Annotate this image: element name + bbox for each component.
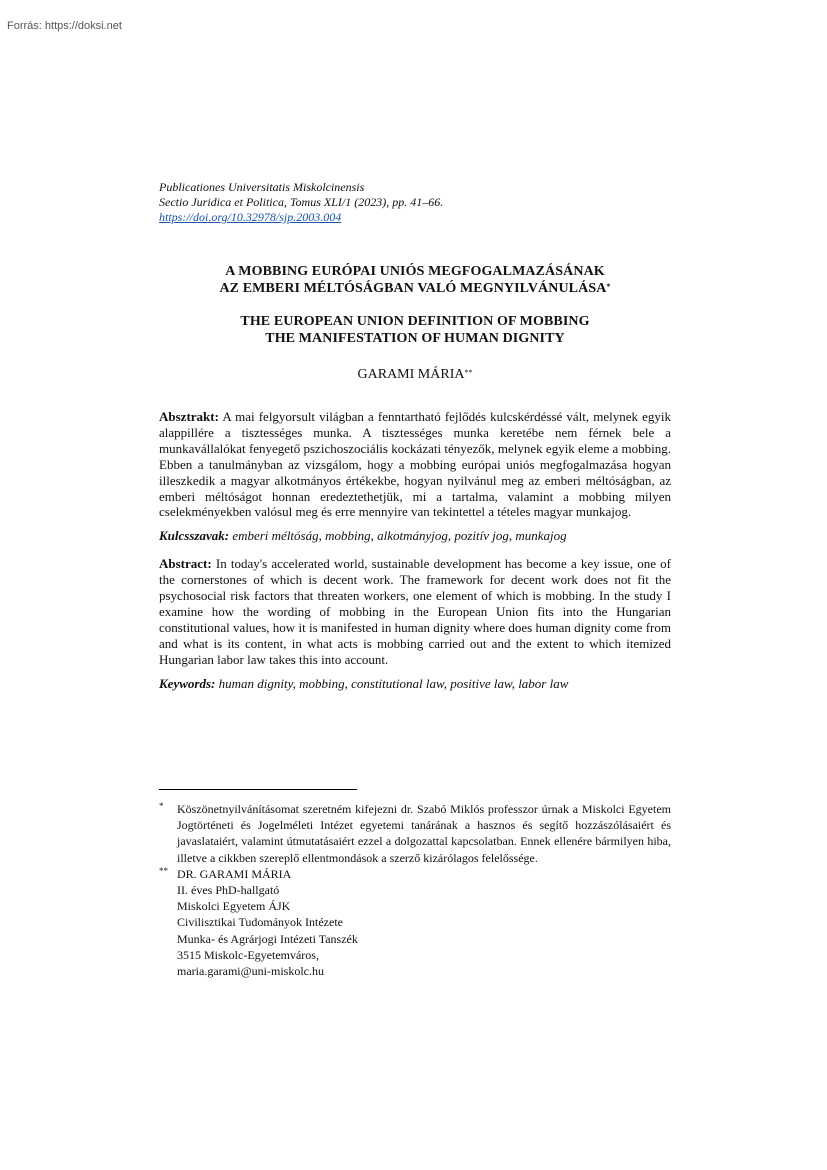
journal-citation — [159, 180, 671, 225]
journal-name: Publicationes Universitatis Miskolcinensis — [159, 180, 365, 194]
footnotes — [159, 801, 671, 979]
footnote1-text: Köszönetnyilvánításomat szeretném kifejezni dr. Szabó Miklós professzor úrnak a Miskolci Egyetem Jogtörténeti és Jogelméleti Intézet egyetemi tanárának a hasznos és segítő hozzászólásaiért és javaslataiért, valamint útmutatásaiért ezzel a dolgozattal kapcsolatban. Ennek ellenére bármilyen hiba, illetve a cikkben szereplő ellentmondások a szerző kizárólagos felelőssége. — [177, 802, 671, 865]
abstract-hu-label: Absztrakt: — [159, 409, 219, 424]
journal-volume: Sectio Juridica et Politica, Tomus XLI/1 (2023), pp. 41–66. — [159, 195, 444, 209]
doi-link[interactable]: https://doi.org/10.32978/sjp.2003.004 — [159, 210, 342, 224]
author-footnote-mark: ** — [464, 368, 473, 377]
footnote2-role: II. éves PhD-hallgató — [177, 883, 280, 898]
footnote2-university: Miskolci Egyetem ÁJK — [177, 899, 291, 914]
title-hu-line2: AZ EMBERI MÉLTÓSÁGBAN VALÓ MEGNYILVÁNULÁSA — [219, 281, 607, 296]
footnote2-mark: ** — [159, 865, 168, 876]
title-english — [159, 313, 671, 347]
author — [159, 366, 671, 383]
title-en-line1: THE EUROPEAN UNION DEFINITION OF MOBBING — [240, 314, 590, 329]
keywords-hungarian — [159, 528, 671, 544]
abstract-hu-text: A mai felgyorsult világban a fenntartható fejlődés kulcskérdéssé vált, melynek egyik alappillére a tisztességes munka. A tisztességes munka keretébe nem férnek bele a munkavállalókat fenyegető pszichoszociális kockázati tényezők, melynek egyik eleme a mobbing. Ebben a tanulmányban az vizsgálom, hogy a mobbing európai uniós megfogalmazása hogyan illeszkedik a magyar alkotmányos értékekbe, hogyan nyilvánul meg az emberi méltóságban, az emberi méltóságot honnan eredeztethetjük, mi a tartalma, valamint a mobbing milyen cselekményekben valósul meg és erre mennyire van tekintettel a tételes magyar munkajog. — [159, 409, 671, 520]
abstract-en-label: Abstract: — [159, 556, 212, 572]
title-hu-line1: A MOBBING EURÓPAI UNIÓS MEGFOGALMAZÁSÁNAK — [225, 264, 605, 279]
abstract-en-text: In today's accelerated world, sustainable development has become a key issue, one of the cornerstones of which is decent work. The framework for decent work does not fit the psychosocial risk factors that threaten workers, one element of which is mobbing. In the study I examine how the wording of mobbing in the European Union fits into the Hungarian constitutional values, how it is manifested in human dignity where does human dignity come from and what is its content, in what acts is mobbing carried out and the extent to which itemized Hungarian labor law takes this into account. — [159, 556, 672, 667]
footnote1-mark: * — [159, 801, 164, 811]
footnote2-email: maria.garami@uni-miskolc.hu — [177, 964, 325, 979]
paper-first-page — [159, 180, 671, 692]
footnote-divider — [159, 789, 357, 790]
keywords-english — [159, 676, 671, 692]
footnote2-name: DR. GARAMI MÁRIA — [177, 866, 292, 881]
abstract-hungarian — [159, 409, 671, 520]
abstract-english — [159, 556, 671, 667]
title-en-line2: THE MANIFESTATION OF HUMAN DIGNITY — [265, 331, 565, 346]
keywords-en-text: human dignity, mobbing, constitutional law, positive law, labor law — [218, 675, 569, 691]
keywords-hu-label: Kulcsszavak: — [159, 528, 230, 544]
title-footnote-mark: * — [606, 282, 611, 291]
footnote2-institute: Civilisztikai Tudományok Intézete — [177, 915, 343, 930]
footnote2-department: Munka- és Agrárjogi Intézeti Tanszék — [177, 931, 358, 946]
source-watermark: Forrás: https://doksi.net — [7, 20, 122, 32]
footnote-acknowledgement — [159, 801, 671, 866]
footnote2-address: 3515 Miskolc-Egyetemváros, — [177, 947, 319, 962]
keywords-en-label: Keywords: — [159, 675, 216, 691]
author-name: GARAMI MÁRIA — [357, 367, 465, 382]
footnote-author-info — [159, 866, 671, 979]
keywords-hu-text: emberi méltóság, mobbing, alkotmányjog, pozitív jog, munkajog — [232, 528, 567, 544]
title-hungarian — [159, 263, 671, 297]
